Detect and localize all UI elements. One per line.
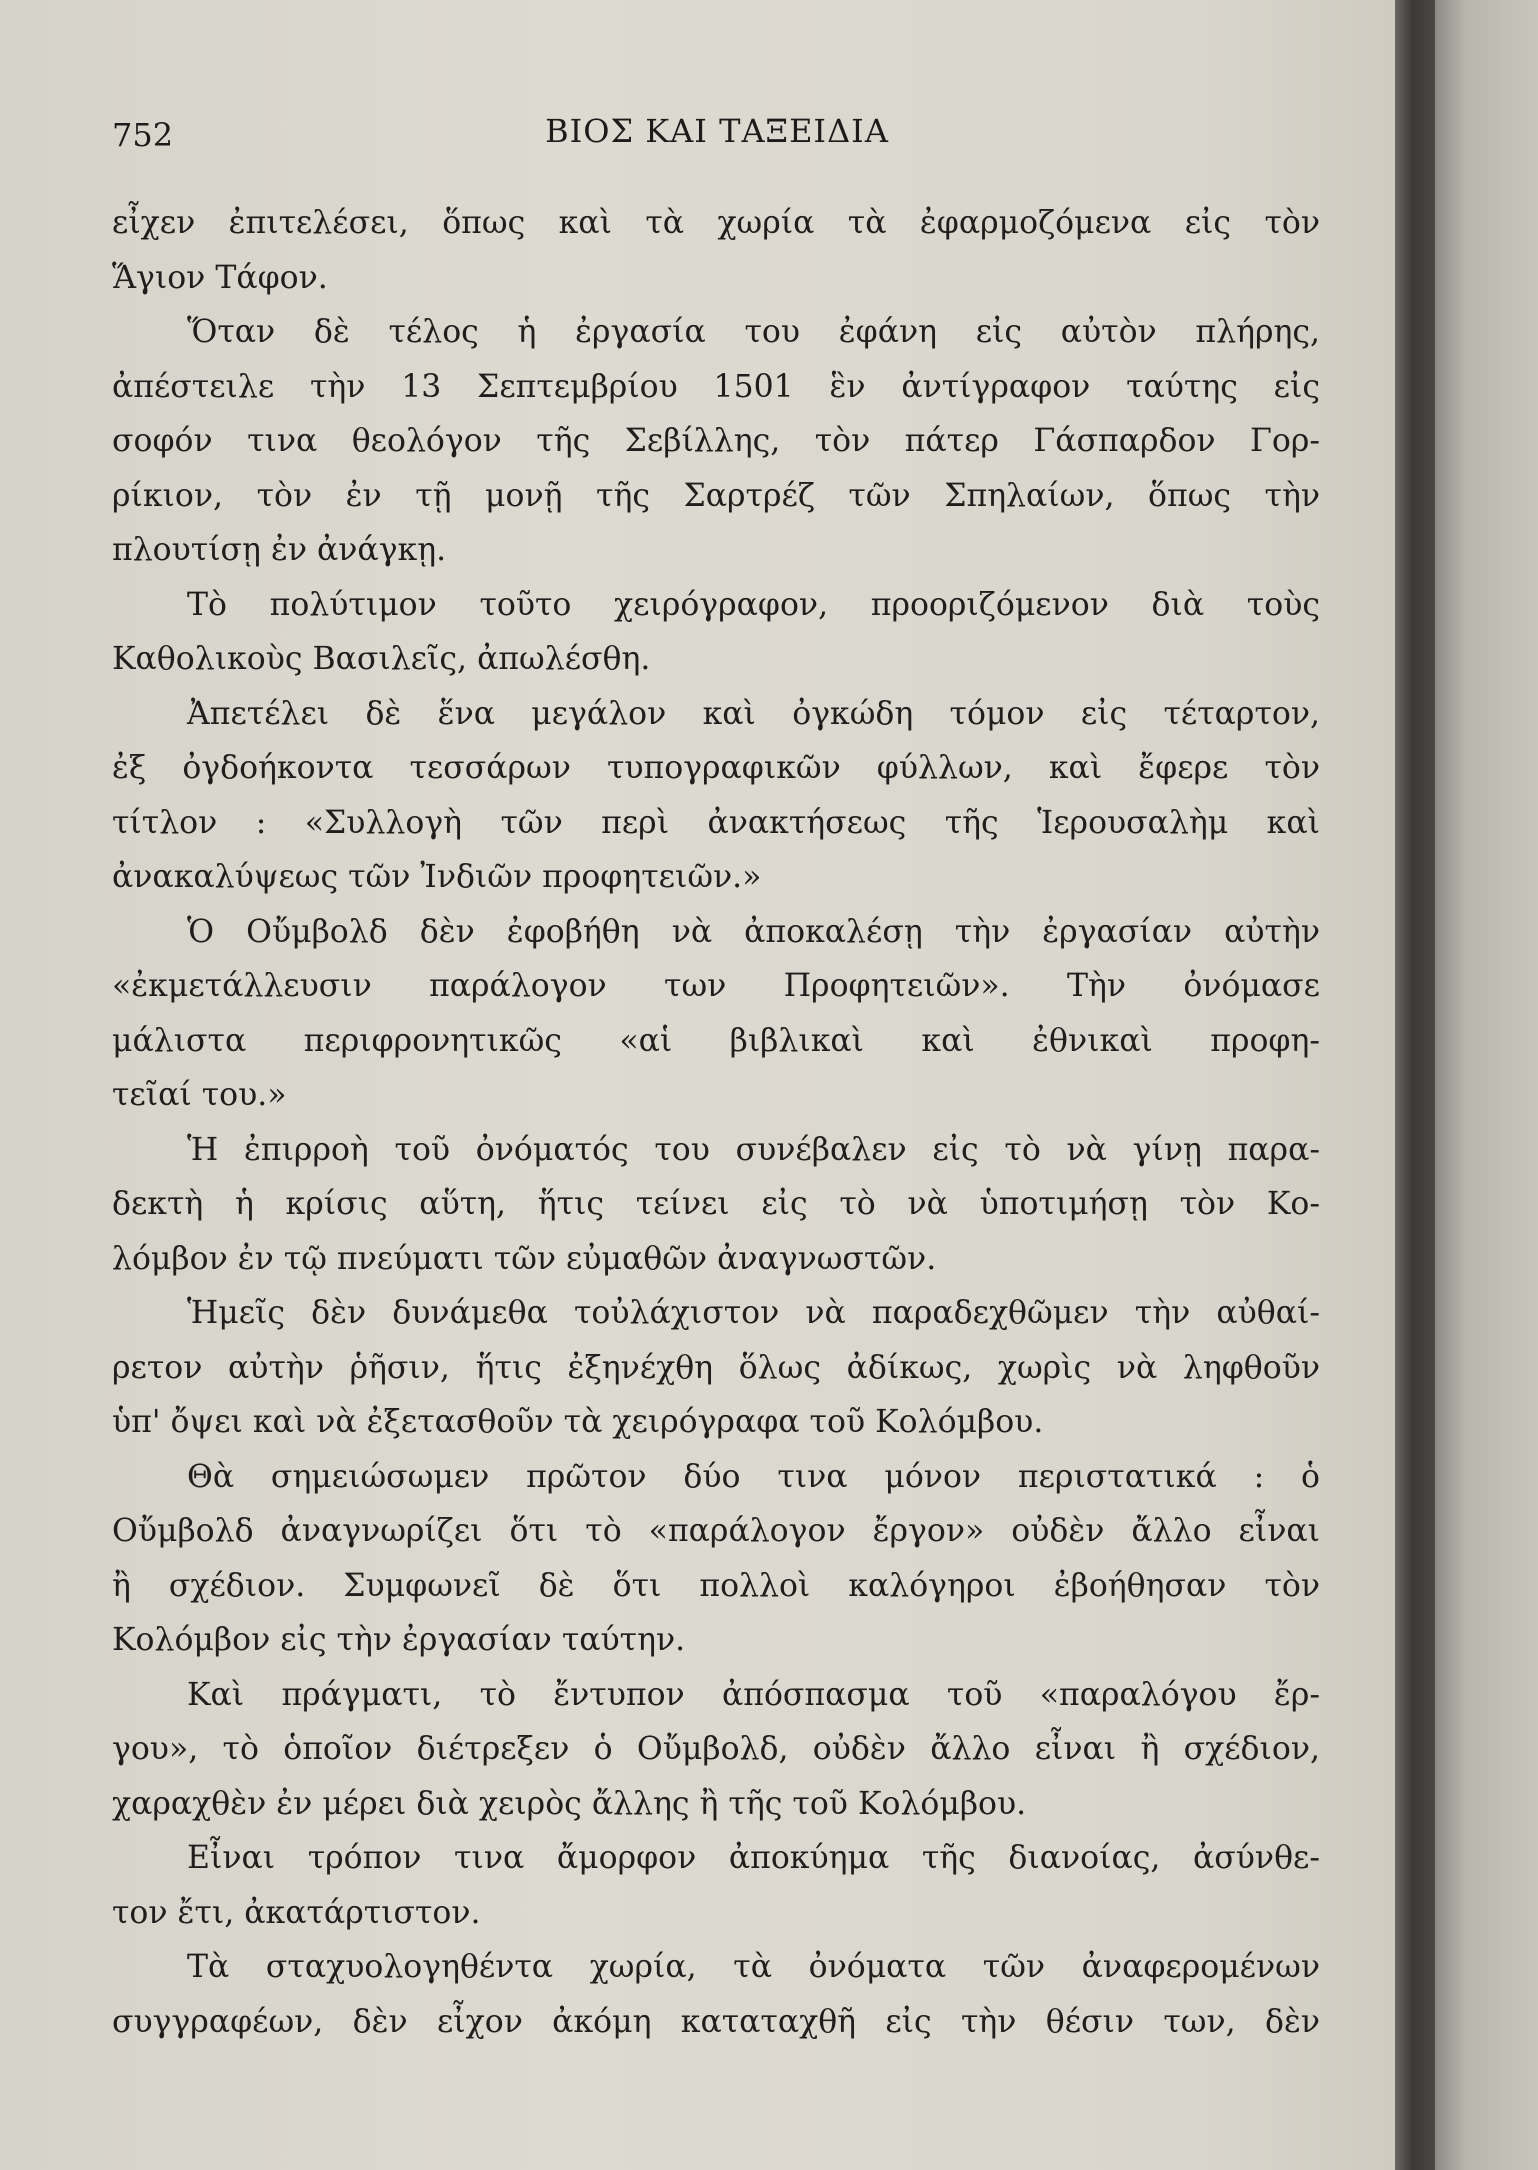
- text-line: Ἅγιον Τάφον.: [112, 259, 328, 296]
- text-line: πλουτίσῃ ἐν ἀνάγκῃ.: [112, 532, 447, 568]
- text-line: δεκτὴ ἡ κρίσις αὕτη, ἥτις τείνει εἰς τὸ νὰ ὑποτιμήσῃ τὸν Κο-: [112, 1186, 1320, 1222]
- text-line: Ὅταν δὲ τέλος ἡ ἐργασία του ἐφάνη εἰς αὐτὸν πλήρης,: [187, 314, 1320, 350]
- text-line: Κολόμβον εἰς τὴν ἐργασίαν ταύτην.: [112, 1622, 686, 1658]
- text-line: μάλιστα περιφρονητικῶς «αἱ βιβλικαὶ καὶ ἐθνικαὶ προφη-: [112, 1022, 1320, 1059]
- text-line: συγγραφέων, δὲν εἶχον ἀκόμη καταταχθῆ εἰς τὴν θέσιν των, δὲν: [112, 2003, 1320, 2040]
- text-line: ἀνακαλύψεως τῶν Ἰνδιῶν προφητειῶν.»: [112, 859, 762, 895]
- text-line: ρίκιον, τὸν ἐν τῇ μονῇ τῆς Σαρτρέζ τῶν Σπηλαίων, ὅπως τὴν: [112, 477, 1320, 514]
- text-line: Ἡ ἐπιρροὴ τοῦ ὀνόματός του συνέβαλεν εἰς τὸ νὰ γίνῃ παρα-: [187, 1131, 1320, 1168]
- text-line: Καθολικοὺς Βασιλεῖς, ἀπωλέσθη.: [112, 641, 651, 677]
- text-line: ἀπέστειλε τὴν 13 Σεπτεμβρίου 1501 ἓν ἀντίγραφον ταύτης εἰς: [112, 368, 1320, 405]
- text-line: σοφόν τινα θεολόγον τῆς Σεβίλλης, τὸν πάτερ Γάσπαρδον Γορ-: [112, 423, 1320, 459]
- book-gutter: [1395, 0, 1435, 2170]
- text-line: λόμβον ἐν τῷ πνεύματι τῶν εὐμαθῶν ἀναγνωστῶν.: [112, 1240, 937, 1277]
- text-line: ἢ σχέδιον. Συμφωνεῖ δὲ ὅτι πολλοὶ καλόγηροι ἐβοήθησαν τὸν: [112, 1567, 1320, 1604]
- text-line: εἶχεν ἐπιτελέσει, ὅπως καὶ τὰ χωρία τὰ ἐφαρμοζόμενα εἰς τὸν: [112, 205, 1320, 241]
- page-header: [112, 112, 1322, 162]
- text-line: Καὶ πράγματι, τὸ ἔντυπον ἀπόσπασμα τοῦ «παραλόγου ἔρ-: [187, 1676, 1320, 1713]
- text-line: Οὔμβολδ ἀναγνωρίζει ὅτι τὸ «παράλογον ἔργον» οὐδὲν ἄλλο εἶναι: [112, 1513, 1320, 1549]
- text-line: τεῖαί του.»: [112, 1077, 287, 1113]
- body-text: [112, 196, 1320, 2049]
- text-line: Τὸ πολύτιμον τοῦτο χειρόγραφον, προοριζόμενον διὰ τοὺς: [187, 586, 1320, 623]
- text-line: Εἶναι τρόπον τινα ἄμορφον ἀποκύημα τῆς διανοίας, ἀσύνθε-: [187, 1840, 1320, 1876]
- text-line: «ἐκμετάλλευσιν παράλογον των Προφητειῶν». Τὴν ὀνόμασε: [112, 968, 1320, 1004]
- text-line: τίτλον : «Συλλογὴ τῶν περὶ ἀνακτήσεως τῆς Ἱερουσαλὴμ καὶ: [112, 804, 1320, 841]
- text-line: Ὁ Οὔμβολδ δὲν ἐφοβήθη νὰ ἀποκαλέσῃ τὴν ἐργασίαν αὐτὴν: [187, 913, 1320, 950]
- text-line: χαραχθὲν ἐν μέρει διὰ χειρὸς ἄλλης ἢ τῆς τοῦ Κολόμβου.: [112, 1785, 1027, 1822]
- page-number: 752: [112, 116, 174, 154]
- next-page-edge: [1435, 0, 1538, 2170]
- text-line: ἐξ ὀγδοήκοντα τεσσάρων τυπογραφικῶν φύλλων, καὶ ἔφερε τὸν: [112, 750, 1320, 786]
- text-line: Τὰ σταχυολογηθέντα χωρία, τὰ ὀνόματα τῶν ἀναφερομένων: [187, 1949, 1320, 1985]
- text-line: ὑπ' ὄψει καὶ νὰ ἐξετασθοῦν τὰ χειρόγραφα τοῦ Κολόμβου.: [112, 1404, 1044, 1440]
- text-line: Ἡμεῖς δὲν δυνάμεθα τοὐλάχιστον νὰ παραδεχθῶμεν τὴν αὐθαί-: [187, 1295, 1320, 1331]
- text-line: Θὰ σημειώσωμεν πρῶτον δύο τινα μόνον περιστατικά : ὁ: [187, 1458, 1320, 1495]
- running-title: ΒΙΟΣ ΚΑΙ ΤΑΞΕΙΔΙΑ: [545, 112, 889, 150]
- text-line: γου», τὸ ὁποῖον διέτρεξεν ὁ Οὔμβολδ, οὐδὲν ἄλλο εἶναι ἢ σχέδιον,: [112, 1731, 1320, 1767]
- text-line: ρετον αὐτὴν ῥῆσιν, ἥτις ἐξηνέχθη ὅλως ἀδίκως, χωρὶς νὰ ληφθοῦν: [112, 1349, 1320, 1386]
- text-line: τον ἔτι, ἀκατάρτιστον.: [112, 1894, 481, 1931]
- text-line: Ἀπετέλει δὲ ἕνα μεγάλον καὶ ὀγκώδη τόμον εἰς τέταρτον,: [187, 695, 1320, 732]
